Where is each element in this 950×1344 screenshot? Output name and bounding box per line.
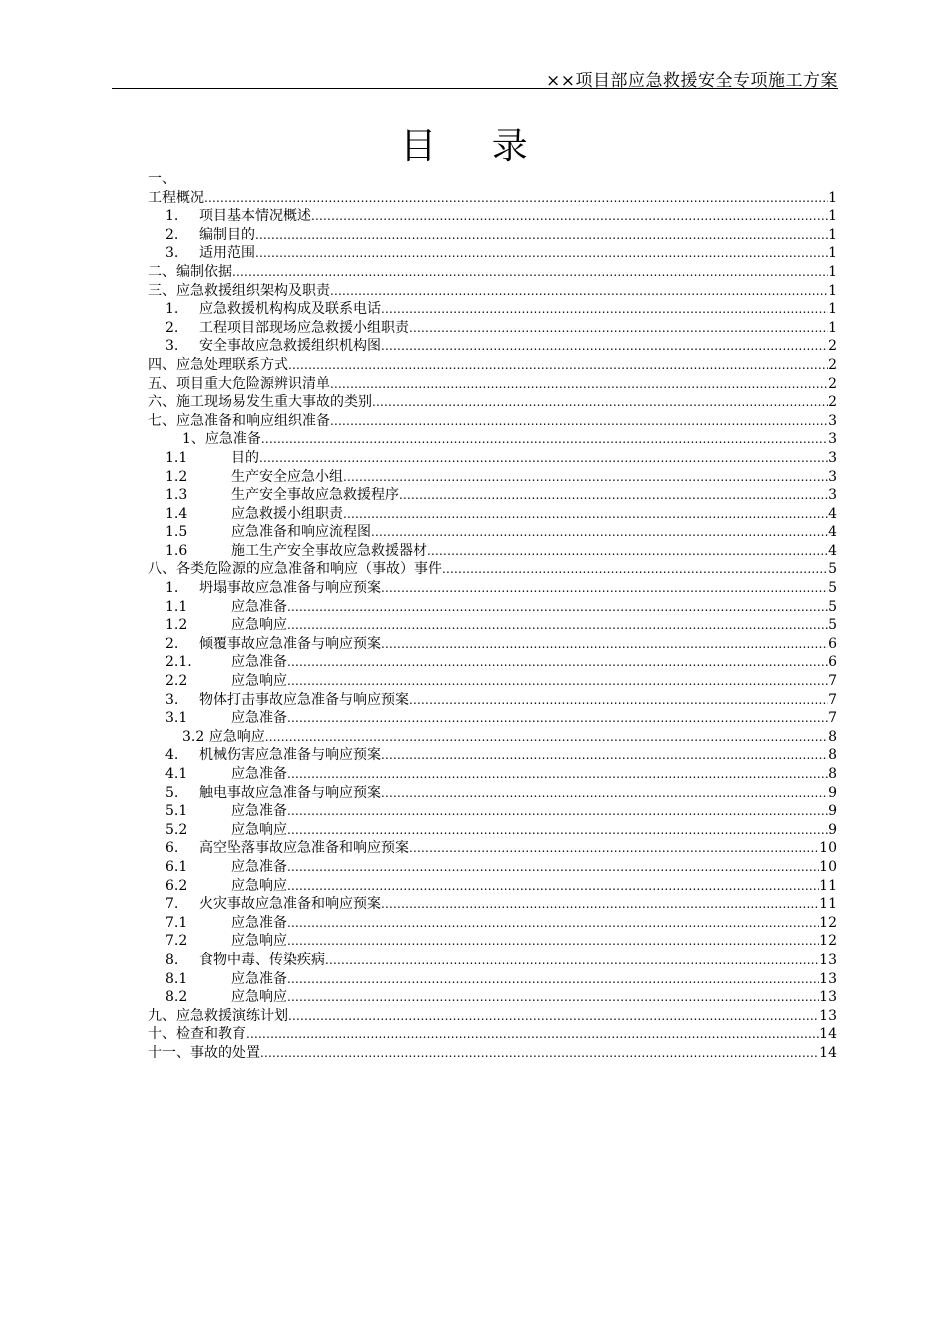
toc-dot-leader bbox=[442, 560, 828, 579]
toc-entry-number: 1.1 bbox=[165, 598, 188, 615]
toc-dot-leader bbox=[287, 988, 819, 1007]
toc-entry-page: 1 bbox=[828, 208, 837, 225]
toc-entry-page: 12 bbox=[819, 914, 837, 931]
toc-entry-label: 应急救援机构构成及联系电话 bbox=[199, 301, 381, 318]
toc-dot-leader bbox=[288, 1007, 819, 1026]
toc-dot-leader bbox=[381, 300, 828, 319]
toc-entry-label: 安全事故应急救援组织机构图 bbox=[199, 338, 381, 355]
toc-entry[interactable] bbox=[148, 523, 837, 542]
toc-entry[interactable] bbox=[148, 486, 837, 505]
toc-entry[interactable] bbox=[148, 821, 837, 840]
toc-entry-number: 1.3 bbox=[165, 487, 188, 504]
toc-entry-label: 高空坠落事故应急准备和响应预案 bbox=[199, 840, 409, 857]
toc-entry-label: 十、检查和教育 bbox=[148, 1026, 246, 1043]
toc-entry-label: 五、项目重大危险源辨识清单 bbox=[148, 375, 330, 392]
toc-entry-number: 1. bbox=[165, 301, 179, 318]
toc-entry-number: 5.2 bbox=[165, 821, 188, 838]
toc-entry[interactable] bbox=[148, 728, 837, 747]
toc-dot-leader bbox=[325, 951, 819, 970]
header-title: ××项目部应急救援安全专项施工方案 bbox=[546, 71, 838, 91]
toc-entry-number: 7. bbox=[165, 896, 179, 913]
toc-entry-page: 9 bbox=[828, 821, 837, 838]
toc-entry-page: 1 bbox=[828, 263, 837, 280]
toc-entry-number: 7.2 bbox=[165, 933, 188, 950]
toc-dot-leader bbox=[399, 486, 828, 505]
toc-entry-number: 1.5 bbox=[165, 524, 188, 541]
toc-dot-leader bbox=[232, 263, 828, 282]
toc-entry-page: 3 bbox=[828, 487, 837, 504]
toc-entry-label: 1、应急准备 bbox=[182, 431, 261, 448]
toc-entry-number: 6. bbox=[165, 840, 179, 857]
toc-dot-leader bbox=[255, 244, 828, 263]
toc-entry-page: 2 bbox=[828, 394, 837, 411]
toc-entry-page: 5 bbox=[828, 617, 837, 634]
toc-entry-page: 7 bbox=[828, 710, 837, 727]
toc-entry-label: 应急响应 bbox=[231, 821, 287, 838]
toc-dot-leader bbox=[287, 914, 819, 933]
toc-entry-page: 13 bbox=[819, 1007, 837, 1024]
toc-entry-number: 2.1. bbox=[165, 654, 192, 671]
toc-dot-leader bbox=[287, 616, 828, 635]
toc-entry-page: 1 bbox=[828, 282, 837, 299]
toc-entry-page: 14 bbox=[819, 1044, 837, 1061]
toc-entry-label: 食物中毒、传染疾病 bbox=[199, 951, 325, 968]
toc-entry-number: 2. bbox=[165, 226, 179, 243]
toc-entry-label: 坍塌事故应急准备与响应预案 bbox=[199, 580, 381, 597]
toc-entry-number: 3. bbox=[165, 245, 179, 262]
toc-entry-label: 应急救援小组职责 bbox=[231, 505, 343, 522]
toc-entry-label: 十一、事故的处置 bbox=[148, 1044, 260, 1061]
toc-entry[interactable] bbox=[148, 337, 837, 356]
toc-entry-label: 应急响应 bbox=[231, 673, 287, 690]
toc-entry[interactable] bbox=[148, 616, 837, 635]
toc-entry-number: 3. bbox=[165, 691, 179, 708]
toc-entry-page: 1 bbox=[828, 189, 837, 206]
toc-entry-page: 2 bbox=[828, 375, 837, 392]
toc-entry-page: 5 bbox=[828, 561, 837, 578]
toc-dot-leader bbox=[265, 728, 828, 747]
toc-entry-number: 3. bbox=[165, 338, 179, 355]
toc-entry-label: 施工生产安全事故应急救援器材 bbox=[231, 542, 427, 559]
toc-entry-page: 10 bbox=[819, 858, 837, 875]
toc-entry-label: 物体打击事故应急准备与响应预案 bbox=[199, 691, 409, 708]
toc-entry-number: 3.1 bbox=[165, 710, 188, 727]
toc-dot-leader bbox=[287, 821, 828, 840]
toc-entry-number: 5.1 bbox=[165, 803, 188, 820]
toc-entry[interactable] bbox=[148, 784, 837, 803]
toc-dot-leader bbox=[372, 393, 828, 412]
toc-entry-page: 10 bbox=[819, 840, 837, 857]
toc-entry[interactable] bbox=[148, 895, 837, 914]
page-header bbox=[112, 64, 838, 89]
toc-dot-leader bbox=[287, 765, 828, 784]
toc-entry-page: 4 bbox=[828, 542, 837, 559]
toc-entry-label: 七、应急准备和响应组织准备 bbox=[148, 412, 330, 429]
toc-entry[interactable] bbox=[148, 951, 837, 970]
toc-entry-page: 3 bbox=[828, 412, 837, 429]
toc-dot-leader bbox=[427, 542, 828, 561]
toc-entry[interactable] bbox=[148, 542, 837, 561]
toc-entry-number: 4. bbox=[165, 747, 179, 764]
toc-entry[interactable] bbox=[148, 449, 837, 468]
toc-entry-page: 4 bbox=[828, 524, 837, 541]
toc-entry-page: 1 bbox=[828, 226, 837, 243]
toc-entry[interactable] bbox=[148, 858, 837, 877]
toc-entry-page: 1 bbox=[828, 301, 837, 318]
toc-entry[interactable] bbox=[148, 244, 837, 263]
toc-entry-label: 工程项目部现场应急救援小组职责 bbox=[199, 319, 409, 336]
toc-entry-label: 生产安全应急小组 bbox=[231, 468, 343, 485]
toc-entry[interactable] bbox=[148, 579, 837, 598]
toc-dot-leader bbox=[381, 579, 828, 598]
toc-entry[interactable] bbox=[148, 263, 837, 282]
toc-entry-number: 1.1 bbox=[165, 449, 188, 466]
toc-dot-leader bbox=[343, 505, 828, 524]
toc-entry-label: 应急准备 bbox=[231, 858, 287, 875]
toc-entry-page: 8 bbox=[828, 747, 837, 764]
toc-dot-leader bbox=[330, 412, 828, 431]
toc-entry-label: 工程概况 bbox=[148, 189, 204, 206]
toc-entry[interactable] bbox=[148, 226, 837, 245]
toc-entry-number: 1. bbox=[165, 580, 179, 597]
toc-entry[interactable] bbox=[148, 356, 837, 375]
toc-entry-label: 3.2 应急响应 bbox=[182, 728, 265, 745]
toc-dot-leader bbox=[287, 598, 828, 617]
toc-entry-label: 应急响应 bbox=[231, 877, 287, 894]
toc-entry[interactable] bbox=[148, 932, 837, 951]
toc-dot-leader bbox=[381, 635, 828, 654]
toc-entries bbox=[148, 189, 837, 1063]
toc-entry[interactable] bbox=[148, 1044, 837, 1063]
toc-entry-label: 应急准备 bbox=[231, 914, 287, 931]
toc-dot-leader bbox=[409, 691, 828, 710]
toc-entry[interactable] bbox=[148, 839, 837, 858]
toc-entry-page: 5 bbox=[828, 580, 837, 597]
toc-entry-label: 二、编制依据 bbox=[148, 263, 232, 280]
toc-entry-page: 8 bbox=[828, 766, 837, 782]
toc-entry-number: 8.2 bbox=[165, 989, 188, 1006]
toc-dot-leader bbox=[287, 802, 828, 821]
toc-entry[interactable] bbox=[148, 393, 837, 412]
toc-entry-page: 1 bbox=[828, 245, 837, 262]
toc-dot-leader bbox=[255, 226, 828, 245]
toc-entry-label: 四、应急处理联系方式 bbox=[148, 356, 288, 373]
toc-dot-leader bbox=[381, 784, 828, 803]
toc-entry-label: 生产安全事故应急救援程序 bbox=[231, 487, 399, 504]
toc-dot-leader bbox=[204, 189, 828, 208]
toc-dot-leader bbox=[381, 337, 828, 356]
toc-dot-leader bbox=[343, 468, 828, 487]
toc-dot-leader bbox=[330, 375, 828, 394]
toc-dot-leader bbox=[287, 877, 819, 896]
toc-entry-number: 1.6 bbox=[165, 542, 188, 559]
toc-entry-page: 13 bbox=[819, 970, 837, 987]
toc-entry[interactable] bbox=[148, 802, 837, 821]
toc-entry[interactable] bbox=[148, 300, 837, 319]
toc-entry-page: 11 bbox=[819, 896, 837, 913]
toc-entry[interactable] bbox=[148, 1007, 837, 1026]
toc-entry-page: 1 bbox=[828, 319, 837, 336]
toc-entry[interactable] bbox=[148, 914, 837, 933]
toc-entry-number: 5. bbox=[165, 784, 179, 801]
toc-entry-page: 14 bbox=[819, 1026, 837, 1043]
toc-entry-page: 6 bbox=[828, 654, 837, 671]
toc-entry-label: 目的 bbox=[231, 449, 259, 466]
toc-dot-leader bbox=[371, 523, 828, 542]
toc-entry-number: 1.2 bbox=[165, 468, 188, 485]
toc-entry-label: 适用范围 bbox=[199, 245, 255, 262]
toc-entry[interactable] bbox=[148, 877, 837, 896]
toc-entry-page: 4 bbox=[828, 505, 837, 522]
toc-entry-page: 3 bbox=[828, 449, 837, 466]
toc-entry[interactable] bbox=[148, 468, 837, 487]
toc-entry-page: 5 bbox=[828, 598, 837, 615]
toc-entry-label: 应急准备和响应流程图 bbox=[231, 524, 371, 541]
toc-entry[interactable] bbox=[148, 319, 837, 338]
toc-entry-page: 9 bbox=[828, 784, 837, 801]
toc-entry-number: 1. bbox=[165, 208, 179, 225]
toc-dot-leader bbox=[381, 895, 819, 914]
toc-entry[interactable] bbox=[148, 672, 837, 691]
toc-dot-leader bbox=[261, 430, 828, 449]
toc-entry[interactable] bbox=[148, 691, 837, 710]
toc-entry-page: 2 bbox=[828, 356, 837, 373]
toc-entry-label: 机械伤害应急准备与响应预案 bbox=[199, 747, 381, 764]
toc-entry[interactable] bbox=[148, 653, 837, 672]
toc-entry[interactable] bbox=[148, 375, 837, 394]
toc-entry-page: 13 bbox=[819, 951, 837, 968]
toc-entry-number: 1.2 bbox=[165, 617, 188, 634]
toc-dot-leader bbox=[246, 1025, 819, 1044]
toc-entry-page: 7 bbox=[828, 691, 837, 708]
toc-entry[interactable] bbox=[148, 282, 837, 301]
toc-dot-leader bbox=[409, 319, 828, 338]
toc-entry-number: 4.1 bbox=[165, 766, 188, 782]
toc-prefix-line bbox=[148, 170, 837, 189]
toc-entry-page: 3 bbox=[828, 431, 837, 448]
table-of-contents bbox=[148, 170, 837, 1063]
toc-entry-number: 2. bbox=[165, 319, 179, 336]
toc-entry[interactable] bbox=[148, 598, 837, 617]
toc-entry-label: 八、各类危险源的应急准备和响应（事故）事件 bbox=[148, 561, 442, 578]
toc-dot-leader bbox=[330, 282, 828, 301]
toc-entry-number: 6.1 bbox=[165, 858, 188, 875]
toc-entry-number: 8. bbox=[165, 951, 179, 968]
toc-entry-number: 7.1 bbox=[165, 914, 188, 931]
toc-entry-label: 项目基本情况概述 bbox=[199, 208, 311, 225]
toc-entry[interactable] bbox=[148, 1025, 837, 1044]
toc-entry-label: 应急准备 bbox=[231, 710, 287, 727]
toc-entry-label: 应急准备 bbox=[231, 970, 287, 987]
toc-entry-label: 火灾事故应急准备和响应预案 bbox=[199, 896, 381, 913]
toc-entry-label: 九、应急救援演练计划 bbox=[148, 1007, 288, 1024]
toc-entry[interactable] bbox=[148, 505, 837, 524]
toc-entry-label: 倾覆事故应急准备与响应预案 bbox=[199, 635, 381, 652]
toc-entry[interactable] bbox=[148, 430, 837, 449]
toc-entry-label: 六、施工现场易发生重大事故的类别 bbox=[148, 394, 372, 411]
toc-dot-leader bbox=[409, 839, 819, 858]
toc-entry-label: 应急准备 bbox=[231, 654, 287, 671]
toc-dot-leader bbox=[287, 709, 828, 728]
toc-entry-label: 三、应急救援组织架构及职责 bbox=[148, 282, 330, 299]
toc-dot-leader bbox=[287, 653, 828, 672]
toc-dot-leader bbox=[381, 746, 828, 765]
toc-entry-number: 2. bbox=[165, 635, 179, 652]
toc-entry-page: 11 bbox=[819, 877, 837, 894]
toc-entry[interactable] bbox=[148, 635, 837, 654]
toc-entry-page: 8 bbox=[828, 728, 837, 745]
toc-entry[interactable] bbox=[148, 988, 837, 1007]
toc-entry-number: 8.1 bbox=[165, 970, 188, 987]
toc-entry[interactable] bbox=[148, 560, 837, 579]
toc-entry[interactable] bbox=[148, 746, 837, 765]
toc-dot-leader bbox=[288, 356, 828, 375]
toc-entry-page: 9 bbox=[828, 803, 837, 820]
toc-dot-leader bbox=[260, 1044, 819, 1063]
toc-entry-label: 编制目的 bbox=[199, 226, 255, 243]
toc-entry-page: 2 bbox=[828, 338, 837, 355]
toc-entry-number: 2.2 bbox=[165, 673, 188, 690]
toc-entry-number: 6.2 bbox=[165, 877, 188, 894]
toc-entry[interactable] bbox=[148, 412, 837, 431]
toc-entry-page: 12 bbox=[819, 933, 837, 950]
toc-dot-leader bbox=[311, 207, 828, 226]
toc-entry-page: 7 bbox=[828, 673, 837, 690]
toc-entry-page: 13 bbox=[819, 989, 837, 1006]
toc-entry-page: 6 bbox=[828, 635, 837, 652]
toc-entry-label: 应急准备 bbox=[231, 598, 287, 615]
toc-entry[interactable] bbox=[148, 189, 837, 208]
toc-entry[interactable] bbox=[148, 970, 837, 989]
toc-entry-number: 1.4 bbox=[165, 505, 188, 522]
toc-dot-leader bbox=[287, 970, 819, 989]
toc-title: 目 录 bbox=[400, 126, 550, 167]
toc-dot-leader bbox=[287, 672, 828, 691]
toc-entry[interactable] bbox=[148, 207, 837, 226]
toc-entry-label: 应急准备 bbox=[231, 766, 287, 782]
toc-dot-leader bbox=[287, 932, 819, 951]
toc-entry-page: 3 bbox=[828, 468, 837, 485]
toc-dot-leader bbox=[287, 858, 819, 877]
toc-entry-label: 应急响应 bbox=[231, 933, 287, 950]
toc-entry-label: 触电事故应急准备与响应预案 bbox=[199, 784, 381, 801]
toc-prefix: 一、 bbox=[148, 171, 176, 187]
toc-entry[interactable] bbox=[148, 765, 837, 784]
toc-entry-label: 应急响应 bbox=[231, 617, 287, 634]
toc-dot-leader bbox=[259, 449, 828, 468]
toc-entry-label: 应急响应 bbox=[231, 989, 287, 1006]
toc-entry[interactable] bbox=[148, 709, 837, 728]
toc-entry-label: 应急准备 bbox=[231, 803, 287, 820]
